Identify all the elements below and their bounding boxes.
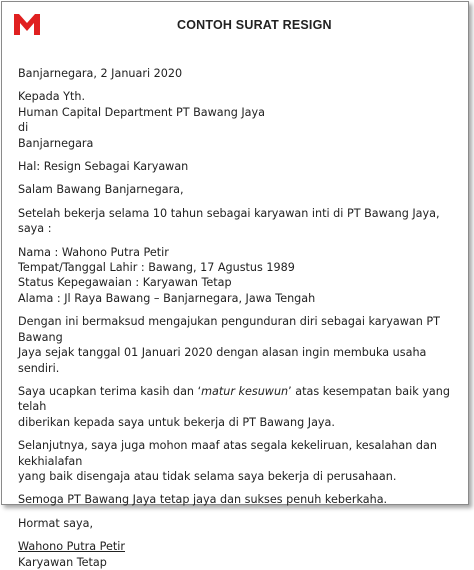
paragraph-apology	[18, 438, 464, 484]
text-run: Saya ucapkan terima kasih dan ‘	[18, 384, 202, 398]
intro-paragraph: Setelah bekerja selama 10 tahun sebagai karyawan inti di PT Bawang Jaya, saya :	[18, 206, 440, 236]
paragraph-line: Jaya sejak tanggal 01 Januari 2020 dengan alasan ingin membuka usaha sendiri.	[18, 346, 427, 375]
recipient-line: Human Capital Department PT Bawang Jaya	[18, 105, 265, 119]
subject-line: Hal: Resign Sebagai Karyawan	[18, 160, 189, 174]
greeting: Salam Bawang Banjarnegara,	[18, 183, 184, 197]
paragraph-resignation	[18, 314, 464, 376]
identity-address: Alama : Jl Raya Bawang – Banjarnegara, Jawa Tengah	[18, 291, 316, 305]
recipient-line: Banjarnegara	[18, 136, 94, 150]
paragraph-thanks	[18, 384, 464, 430]
place-date: Banjarnegara, 2 Januari 2020	[18, 67, 183, 80]
recipient-line: Kepada Yth.	[18, 90, 85, 104]
letter-body	[18, 66, 464, 570]
identity-name: Nama : Wahono Putra Petir	[18, 245, 169, 259]
document-title: CONTOH SURAT RESIGN	[177, 18, 332, 32]
paragraph-line: Selanjutnya, saya juga mohon maaf atas segala kekeliruan, kesalahan dan kekhialafan	[18, 439, 437, 468]
paragraph-wishes: Semoga PT Bawang Jaya tetap jaya dan sukses penuh keberkaha.	[18, 493, 388, 507]
paragraph-line: Dengan ini bermaksud mengajukan pengunduran diri sebagai karyawan PT Bawang	[18, 315, 440, 344]
paragraph-line	[18, 384, 464, 415]
identity-status: Status Kepegawaian : Karyawan Tetap	[18, 276, 232, 290]
italic-phrase: matur kesuwun	[201, 384, 289, 398]
signature-name: Wahono Putra Petir	[18, 540, 125, 554]
text-run: ’ atas kesempatan baik yang telah	[18, 384, 450, 414]
identity-block	[18, 245, 464, 307]
signature-title: Karyawan Tetap	[18, 555, 107, 569]
identity-birth: Tempat/Tanggal Lahir : Bawang, 17 Agustus 1989	[18, 261, 295, 275]
letter-frame	[1, 1, 469, 569]
closing: Hormat saya,	[18, 516, 94, 530]
recipient-block	[18, 89, 464, 151]
brand-logo-icon	[12, 11, 42, 37]
recipient-line: di	[18, 121, 29, 135]
paragraph-line: yang baik disengaja atau tidak selama saya bekerja di perusahaan.	[18, 469, 397, 483]
paragraph-line: diberikan kepada saya untuk bekerja di PT Bawang Jaya.	[18, 415, 335, 429]
